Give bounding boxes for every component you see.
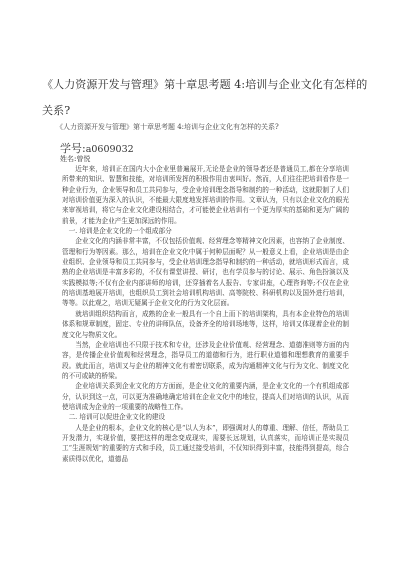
section-heading: 二. 培训可以促进企业文化的建设 [68,413,166,422]
body-paragraph: 近年来，培训正在国内大小企业里普遍展开,无论是企业的领导者还是普通员工,都在分享培训所带来的知识、智慧和技能，对培训所发挥的积极作用由衷叫好。然而，人们往往把培训看作是一种企业行为，企业领导和员工共同参与，受企业培训理念指导和制约的一种活动，这就限制了人们对培训价值更为深入的认识，不能最大限度地发挥培训的作用。文章认为，只有以企业文化的眼光来审视培训，将它与企业文化建设相结合，才可能使企业培训有一个更为厚实的基础和更为广阔的前景，才能为企业产生更加深远的作用。 [62,165,349,225]
document-subtitle: 《人力资源开发与管理》第十章思考题 4:培训与企业文化有怎样的关系? [56,123,279,131]
body-paragraph: 就培训组织结构而言，成熟的企业一般具有一个自上而下的培训架构，具有本企业特色的培训体系和规章制度，固定、专业的讲师队伍，设备齐全的培训场地等，这样，培训又体现着企业的制度文化与物质文化。 [62,309,349,339]
section-heading: 一. 培训是企业文化的一个组成部分 [68,227,172,236]
document-title: 《人力资源开发与管理》第十章思考题 4:培训与企业文化有怎样的关系? [42,78,368,117]
student-id-label: 学号: [60,142,86,155]
student-name: 姓名:曾悦 [60,155,91,163]
body-paragraph: 企业文化的内涵非常丰富，不仅包括价值观、经营理念等精神文化因素，也容纳了企业制度、管理和行为等因素。那么，培训在企业文化中属于何种层面呢？从一般意义上看，企业培训是由企业组织、企业领导和员工共同参与，受企业培训理念指导和制约的一种活动，就培训形式而言，成熟的企业培训是丰富多彩的，不仅有课堂讲授、研讨，也有学员参与的讨论、展示、角色扮演以及实践模拟等;不仅有企业内部讲师的培训，还穿插着名人报告、专家讲座，心理咨询等;不仅在企业的培训基地展开培训，也组织员工到社会培训机构培训、高等院校、科研机构以及国外进行培训，等等。以此观之，培训无疑属于企业文化的行为文化层面。 [62,237,349,308]
student-id-value: a0609032 [85,144,134,155]
body-paragraph: 当然，企业培训也不只限于技术和专业，还涉及企业价值观、经营理念、道德准则等方面的内容，是传播企业价值观和经营理念，指导员工的道德和行为，进行职业道德和理想教育的重要手段。就此而言，培训又与企业的精神文化有着密切联系，成为沟通精神文化与行为文化、制度文化的不可或缺的桥梁。 [62,340,349,380]
body-paragraph: 企业培训关系到企业文化的方方面面，是企业文化的重要内涵，是企业文化的一个有机组成部分，认识到这一点，可以更为准确地确定培训在企业文化中的地位，提高人们对培训的认识，从而使培训成为企业的一项重要的战略性工作。 [62,382,349,411]
body-paragraph: 人是企业的根本，企业文化的核心是“以人为本”，即强调对人的尊重、理解、信任，帮助员工开发潜力，实现价值，要把这样的理念变成现实，需要长远规划，认真落实，而培训正是实现员工“生涯规划”的重要的方式和手段，员工通过接受培训，不仅知识得到丰富，技能得到提高，综合素质得以优化，道德品 [62,423,349,463]
document-body [62,164,349,464]
